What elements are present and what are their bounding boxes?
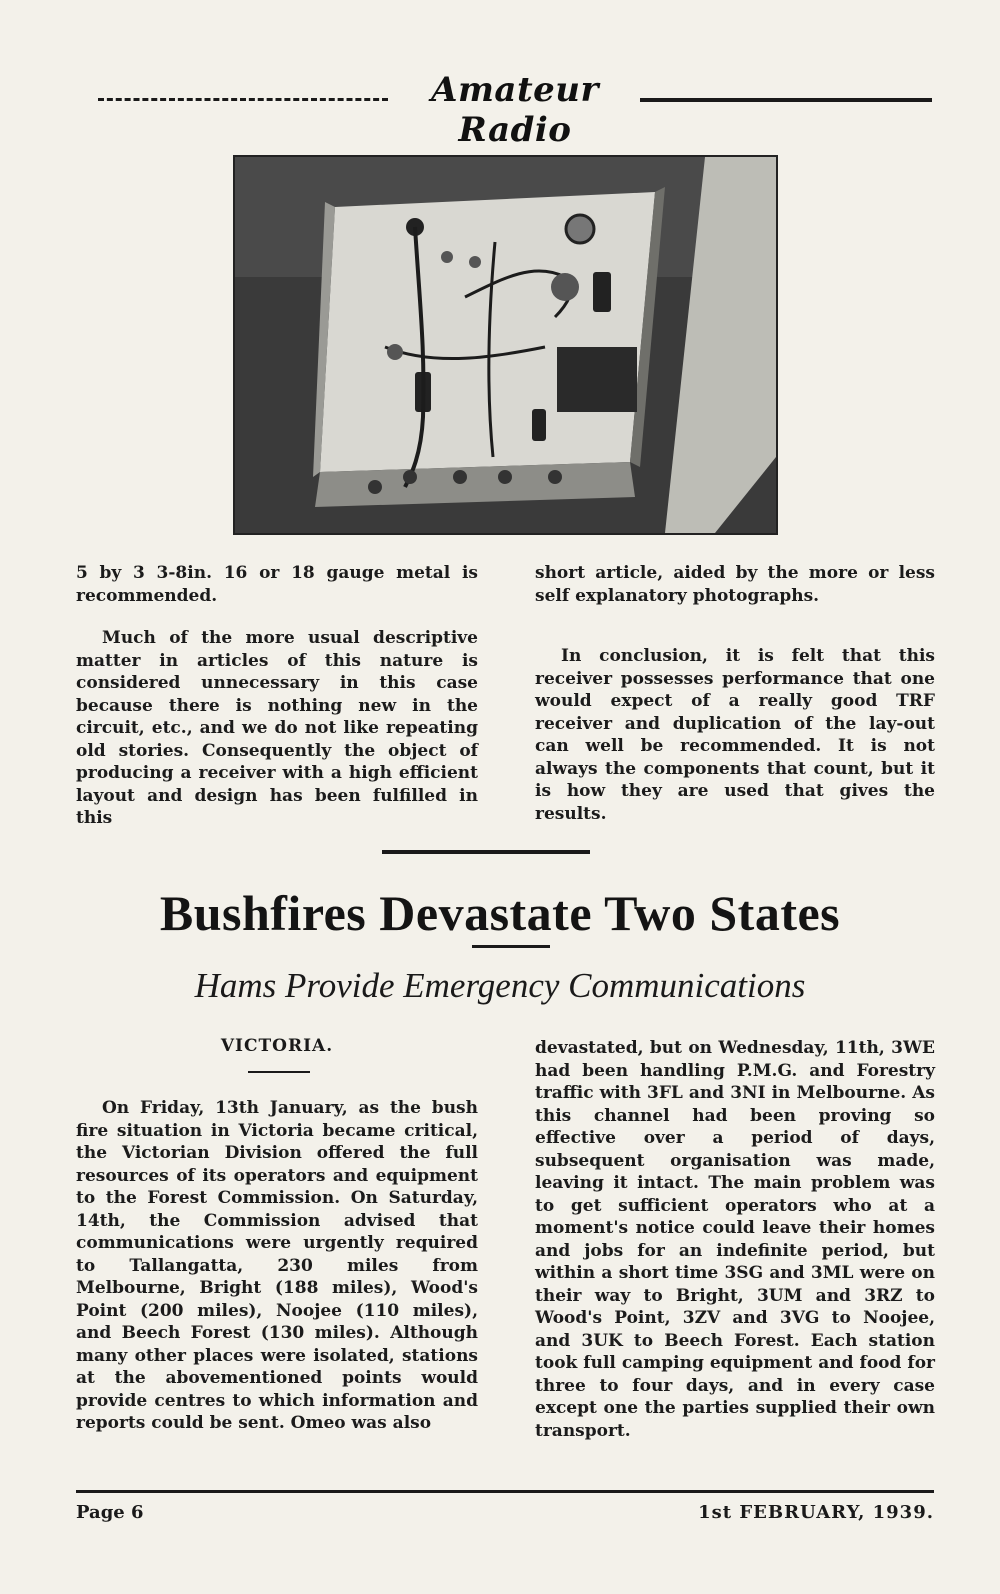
issue-date: 1st FEBRUARY, 1939. <box>698 1502 934 1523</box>
article-paragraph: short article, aided by the more or less self explanatory photographs. <box>535 563 935 606</box>
article-paragraph: In conclusion, it is felt that this receiver possesses performance that one would expect of a really good TRF receiver and duplication of the lay-out can well be recommended. It is not always the components that count, but it is how they are used that gives the results. <box>535 646 935 824</box>
masthead-logo: Amateur Radio <box>431 70 599 150</box>
receiver-chassis-photo <box>233 155 778 535</box>
section-heading: VICTORIA. <box>220 1036 334 1056</box>
feature-paragraph: On Friday, 13th January, as the bush fire situation in Victoria became critical, the Victorian Division offered the full resources of its operators and equipment to the Forest Commission. On Saturday, 14th, the Commission advised that communications were urgently required to Tallangatta, 230 miles from Melbourne, Bright (188 miles), Wood's Point (200 miles), Noojee (110 miles), and Beech Forest (130 miles). Although many other places were isolated, stations at the abovementioned points would provide centres to which information and reports could be sent. Omeo was also <box>76 1098 478 1433</box>
section-heading-rule <box>248 1071 310 1073</box>
feature-subheadline: Hams Provide Emergency Communications <box>194 966 806 1005</box>
header-rule-left <box>98 98 388 101</box>
feature-headline: Bushfires Devastate Two States <box>159 885 841 941</box>
feature-left-column <box>76 1097 478 1455</box>
article-paragraph: 5 by 3 3-8in. 16 or 18 gauge metal is recommended. <box>76 563 478 606</box>
header-rule-right <box>640 98 932 102</box>
page-number: Page 6 <box>76 1502 144 1523</box>
section-divider <box>382 850 590 854</box>
feature-paragraph: devastated, but on Wednesday, 11th, 3WE had been handling P.M.G. and Forestry traffic with 3FL and 3NI in Melbourne. As this channel had been proving so effective over a period of days, subsequent organisation was made, leaving it intact. The main problem was to get sufficient operators who at a moment's notice could leave their homes and jobs for an indefinite period, but within a short time 3SG and 3ML were on their way to Bright, 3UM and 3RZ to Wood's Point, 3ZV and 3VG to Noojee, and 3UK to Beech Forest. Each station took full camping equipment and food for three to four days, and in every case except one the parties supplied their own transport. <box>535 1038 935 1441</box>
footer-rule <box>76 1490 934 1493</box>
article-continued-right-column <box>535 562 935 845</box>
article-continued-left-column <box>76 562 478 850</box>
feature-right-column <box>535 1037 935 1462</box>
headline-rule <box>472 945 550 948</box>
article-paragraph: Much of the more usual descriptive matter in articles of this nature is considered unnecessary in this case because there is nothing new in the circuit, etc., and we do not like repeating old stories. Consequently the object of producing a receiver with a high efficient layout and design has been fulfilled in this <box>76 628 478 828</box>
